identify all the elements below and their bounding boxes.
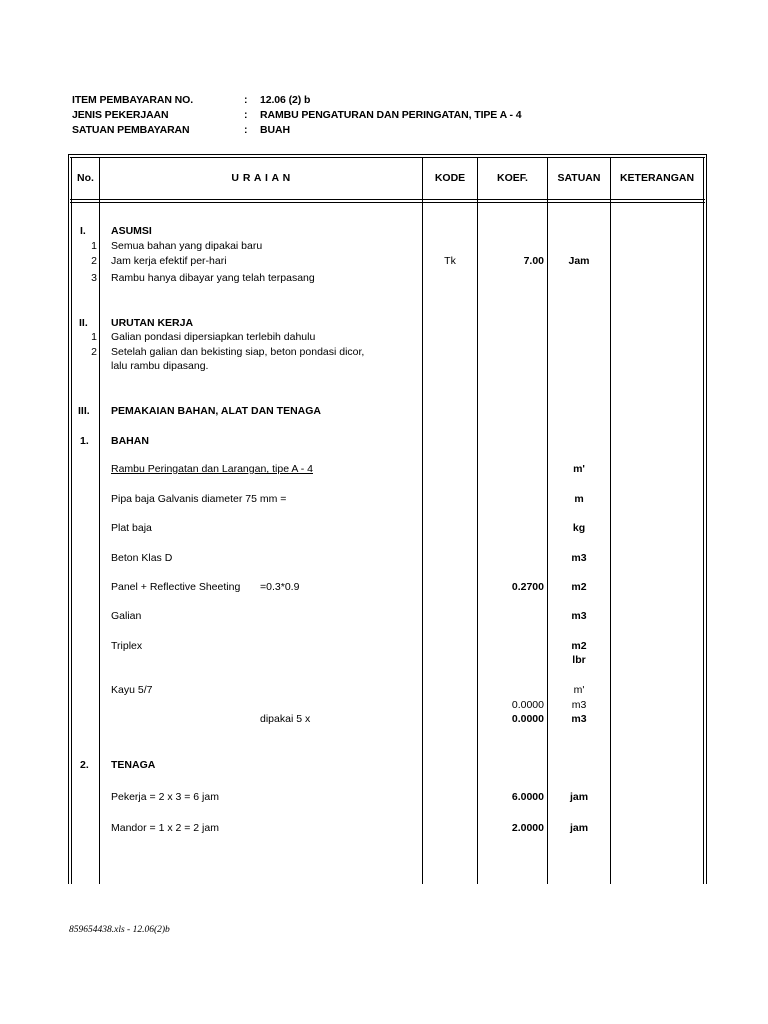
subsection-number: 1. bbox=[80, 435, 89, 447]
kode-value: Tk bbox=[444, 255, 456, 267]
subsection-number: 2. bbox=[80, 759, 89, 771]
satuan-value: lbr bbox=[572, 654, 586, 666]
material-text: Triplex bbox=[111, 640, 143, 652]
satuan-value: m3 bbox=[571, 713, 587, 725]
section-number: III. bbox=[78, 405, 90, 417]
satuan-value: m3 bbox=[571, 610, 587, 622]
jenis-value: RAMBU PENGATURAN DAN PERINGATAN, TIPE A - 4 bbox=[260, 109, 522, 121]
koef-value: 7.00 bbox=[523, 255, 544, 267]
header-koef: KOEF. bbox=[497, 172, 528, 184]
jenis-label: JENIS PEKERJAAN bbox=[72, 109, 169, 121]
item-number: 1 bbox=[91, 331, 97, 343]
item-value: 12.06 (2) b bbox=[260, 94, 311, 106]
satuan-label: SATUAN PEMBAYARAN bbox=[72, 124, 190, 136]
material-text: Kayu 5/7 bbox=[111, 684, 153, 696]
material-text: Plat baja bbox=[111, 522, 152, 534]
sub-text: dipakai 5 x bbox=[260, 713, 311, 725]
section-number: I. bbox=[80, 225, 86, 237]
koef-value: 0.0000 bbox=[511, 713, 544, 725]
koef-value: 0.2700 bbox=[511, 581, 544, 593]
satuan-value: Jam bbox=[568, 255, 590, 267]
item-text: Rambu hanya dibayar yang telah terpasang bbox=[111, 272, 315, 284]
header-no: No. bbox=[77, 172, 94, 184]
material-text: Beton Klas D bbox=[111, 552, 173, 564]
satuan-value: m' bbox=[573, 684, 585, 696]
item-text: Jam kerja efektif per-hari bbox=[111, 255, 227, 267]
item-number: 3 bbox=[91, 272, 97, 284]
satuan-value: m2 bbox=[571, 581, 587, 593]
item-number: 2 bbox=[91, 255, 97, 267]
material-text: Galian bbox=[111, 610, 142, 622]
header-kode: KODE bbox=[434, 172, 466, 184]
colon: : bbox=[244, 109, 248, 121]
satuan-value: m3 bbox=[571, 699, 587, 711]
satuan-value: m bbox=[574, 493, 584, 505]
koef-value: 2.0000 bbox=[511, 822, 544, 834]
header-satuan: SATUAN bbox=[557, 172, 601, 184]
colon: : bbox=[244, 124, 248, 136]
labor-text: Pekerja = 2 x 3 = 6 jam bbox=[111, 791, 219, 803]
item-label: ITEM PEMBAYARAN NO. bbox=[72, 94, 194, 106]
subsection-title: TENAGA bbox=[111, 759, 156, 771]
koef-value: 0.0000 bbox=[511, 699, 544, 711]
satuan-value: jam bbox=[569, 791, 589, 803]
satuan-value: kg bbox=[572, 522, 586, 534]
koef-value: 6.0000 bbox=[511, 791, 544, 803]
material-text: Panel + Reflective Sheeting bbox=[111, 581, 241, 593]
section-title: URUTAN KERJA bbox=[111, 317, 194, 329]
labor-text: Mandor = 1 x 2 = 2 jam bbox=[111, 822, 219, 834]
item-text: Semua bahan yang dipakai baru bbox=[111, 240, 263, 252]
section-title: ASUMSI bbox=[111, 225, 152, 237]
header-keterangan: KETERANGAN bbox=[619, 172, 695, 184]
item-number: 2 bbox=[91, 346, 97, 358]
item-text: Galian pondasi dipersiapkan terlebih dahulu bbox=[111, 331, 316, 343]
satuan-value: m' bbox=[573, 463, 585, 475]
item-text: Setelah galian dan bekisting siap, beton pondasi dicor, bbox=[111, 346, 365, 358]
material-text: Rambu Peringatan dan Larangan, tipe A - 4 bbox=[111, 463, 313, 475]
item-number: 1 bbox=[91, 240, 97, 252]
item-text: lalu rambu dipasang. bbox=[111, 360, 209, 372]
formula-text: =0.3*0.9 bbox=[260, 581, 300, 593]
satuan-value: m2 bbox=[571, 640, 587, 652]
satuan-value: m3 bbox=[571, 552, 587, 564]
colon: : bbox=[244, 94, 248, 106]
section-number: II. bbox=[79, 317, 88, 329]
footer-filename: 859654438.xls - 12.06(2)b bbox=[69, 925, 170, 935]
satuan-value: jam bbox=[569, 822, 589, 834]
material-text: Pipa baja Galvanis diameter 75 mm = bbox=[111, 493, 287, 505]
header-uraian: U R A I A N bbox=[231, 172, 291, 184]
satuan-value: BUAH bbox=[260, 124, 290, 136]
section-title: PEMAKAIAN BAHAN, ALAT DAN TENAGA bbox=[111, 405, 321, 417]
subsection-title: BAHAN bbox=[111, 435, 149, 447]
